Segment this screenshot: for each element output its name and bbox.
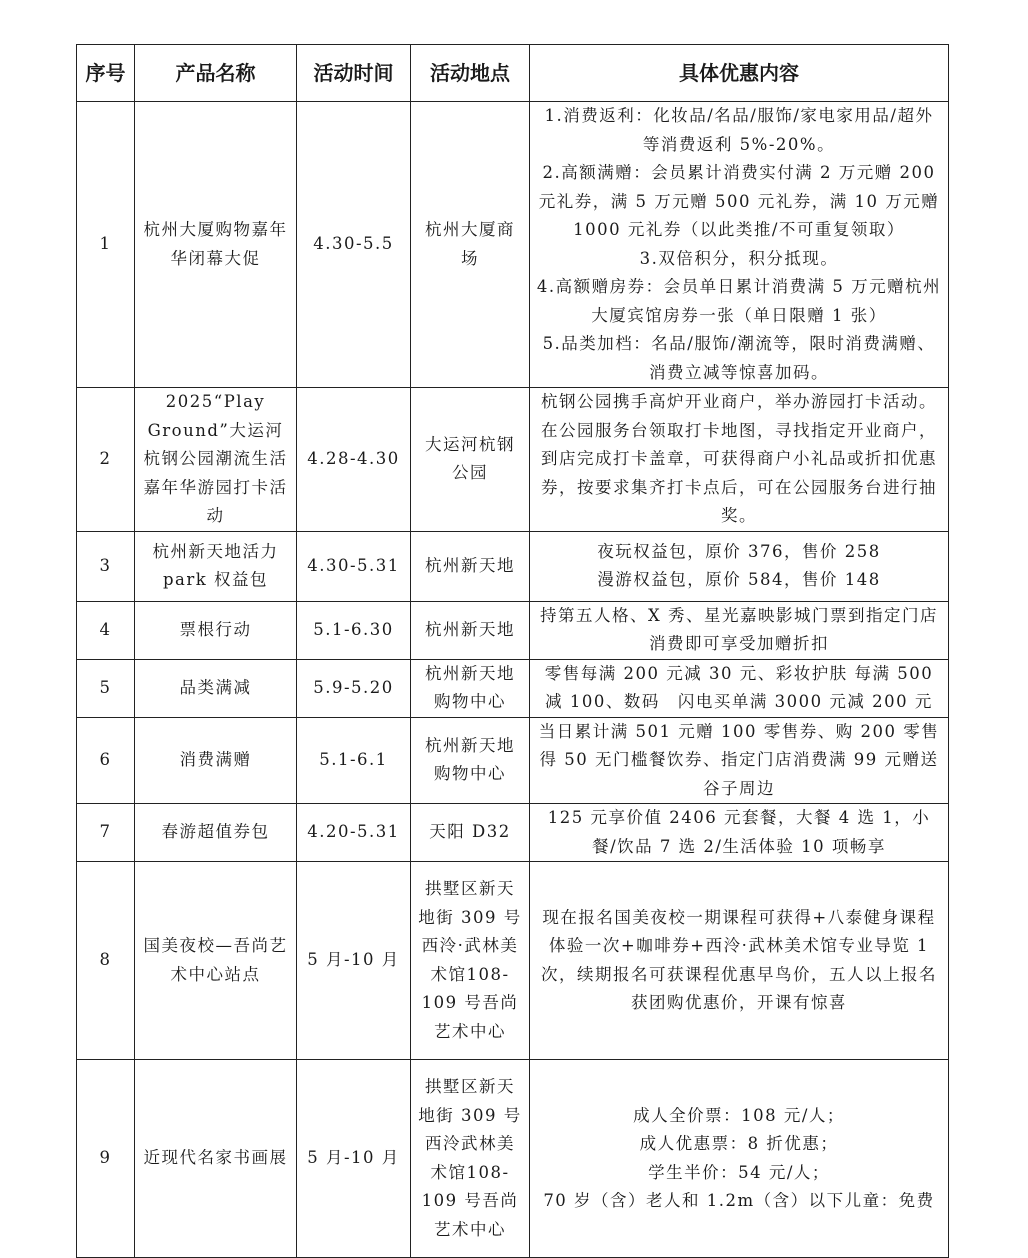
row-time: 4.30-5.5 — [297, 102, 411, 388]
row-name: 近现代名家书画展 — [135, 1060, 297, 1258]
row-name: 2025“Play Ground”大运河杭钢公园潮流生活嘉年华游园打卡活动 — [135, 388, 297, 532]
header-name: 产品名称 — [135, 45, 297, 102]
row-time: 4.30-5.31 — [297, 531, 411, 601]
row-seq: 3 — [77, 531, 135, 601]
detail-line: 成人优惠票：8 折优惠； — [639, 1134, 839, 1153]
row-time: 5.1-6.1 — [297, 717, 411, 804]
row-detail — [530, 531, 949, 601]
table-row — [77, 659, 949, 717]
row-time: 5.1-6.30 — [297, 601, 411, 659]
table-row — [77, 102, 949, 388]
row-place: 杭州新天地购物中心 — [411, 659, 530, 717]
header-time: 活动时间 — [297, 45, 411, 102]
row-detail — [530, 102, 949, 388]
row-time: 5.9-5.20 — [297, 659, 411, 717]
detail-line: 5.品类加档：名品/服饰/潮流等，限时消费满赠、消费立减等惊喜加码。 — [542, 334, 936, 382]
header-place: 活动地点 — [411, 45, 530, 102]
row-place: 杭州新天地购物中心 — [411, 717, 530, 804]
detail-line: 70 岁（含）老人和 1.2m（含）以下儿童：免费 — [543, 1191, 935, 1210]
detail-line: 成人全价票：108 元/人； — [633, 1105, 845, 1125]
row-detail — [530, 862, 949, 1060]
header-seq: 序号 — [77, 45, 135, 102]
row-name: 杭州新天地活力park 权益包 — [135, 531, 297, 601]
table-row — [77, 1060, 949, 1258]
detail-line: 学生半价：54 元/人； — [648, 1162, 830, 1182]
header-detail: 具体优惠内容 — [530, 45, 949, 102]
row-seq: 5 — [77, 659, 135, 717]
detail-line: 125 元享价值 2406 元套餐，大餐 4 选 1，小餐/饮品 7 选 2/生活体验 10 项畅享 — [547, 808, 931, 856]
row-name: 国美夜校—吾尚艺术中心站点 — [135, 862, 297, 1060]
row-place: 天阳 D32 — [411, 804, 530, 862]
table-row — [77, 862, 949, 1060]
row-time: 5 月-10 月 — [297, 1060, 411, 1258]
detail-line: 零售每满 200 元减 30 元、彩妆护肤 每满 500 减 100、数码 闪电买单满 3000 元减 200 元 — [544, 663, 934, 711]
row-time: 4.20-5.31 — [297, 804, 411, 862]
detail-line: 4.高额赠房券：会员单日累计消费满 5 万元赠杭州大厦宾馆房券一张（单日限赠 1 张） — [536, 277, 942, 325]
table-row — [77, 804, 949, 862]
row-seq: 2 — [77, 388, 135, 532]
header-row — [77, 45, 949, 102]
row-seq: 8 — [77, 862, 135, 1060]
detail-line: 杭钢公园携手高炉开业商户，举办游园打卡活动。在公园服务台领取打卡地图，寻找指定开业商户，到店完成打卡盖章，可获得商户小礼品或折扣优惠券，按要求集齐打卡点后，可在公园服务台进行抽奖。 — [541, 392, 937, 525]
table-row — [77, 717, 949, 804]
row-name: 春游超值券包 — [135, 804, 297, 862]
table-row — [77, 601, 949, 659]
detail-line: 持第五人格、X 秀、星光嘉映影城门票到指定门店消费即可享受加赠折扣 — [540, 605, 938, 653]
row-seq: 7 — [77, 804, 135, 862]
table-row — [77, 531, 949, 601]
promotion-table — [76, 44, 949, 1258]
row-seq: 6 — [77, 717, 135, 804]
detail-line: 现在报名国美夜校一期课程可获得+八泰健身课程体验一次+咖啡券+西泠·武林美术馆专业导览 1 次，续期报名可获课程优惠早鸟价，五人以上报名获团购优惠价，开课有惊喜 — [541, 907, 937, 1012]
row-name: 票根行动 — [135, 601, 297, 659]
row-detail — [530, 601, 949, 659]
row-time: 4.28-4.30 — [297, 388, 411, 532]
row-place: 杭州大厦商场 — [411, 102, 530, 388]
row-detail — [530, 804, 949, 862]
detail-line: 1.消费返利：化妆品/名品/服饰/家电家用品/超外等消费返利 5%-20%。 — [544, 106, 934, 154]
row-name: 品类满减 — [135, 659, 297, 717]
row-name: 消费满赠 — [135, 717, 297, 804]
row-place: 杭州新天地 — [411, 601, 530, 659]
detail-line: 当日累计满 501 元赠 100 零售券、购 200 零售得 50 无门槛餐饮券、指定门店消费满 99 元赠送谷子周边 — [538, 721, 940, 798]
row-detail — [530, 717, 949, 804]
row-detail — [530, 659, 949, 717]
row-seq: 1 — [77, 102, 135, 388]
row-place: 拱墅区新天地街 309 号西泠·武林美术馆108-109 号吾尚艺术中心 — [411, 862, 530, 1060]
row-detail — [530, 1060, 949, 1258]
row-seq: 4 — [77, 601, 135, 659]
detail-line: 3.双倍积分，积分抵现。 — [639, 248, 839, 268]
row-name: 杭州大厦购物嘉年华闭幕大促 — [135, 102, 297, 388]
row-place: 大运河杭钢公园 — [411, 388, 530, 532]
detail-line: 2.高额满赠：会员累计消费实付满 2 万元赠 200 元礼券，满 5 万元赠 500 元礼券，满 10 万元赠 1000 元礼券（以此类推/不可重复领取） — [538, 163, 940, 239]
table-row — [77, 388, 949, 532]
detail-line: 夜玩权益包，原价 376，售价 258 — [597, 541, 881, 561]
row-seq: 9 — [77, 1060, 135, 1258]
row-place: 拱墅区新天地街 309 号西泠武林美术馆108-109 号吾尚艺术中心 — [411, 1060, 530, 1258]
row-time: 5 月-10 月 — [297, 862, 411, 1060]
row-place: 杭州新天地 — [411, 531, 530, 601]
detail-line: 漫游权益包，原价 584，售价 148 — [597, 570, 881, 589]
row-detail — [530, 388, 949, 532]
